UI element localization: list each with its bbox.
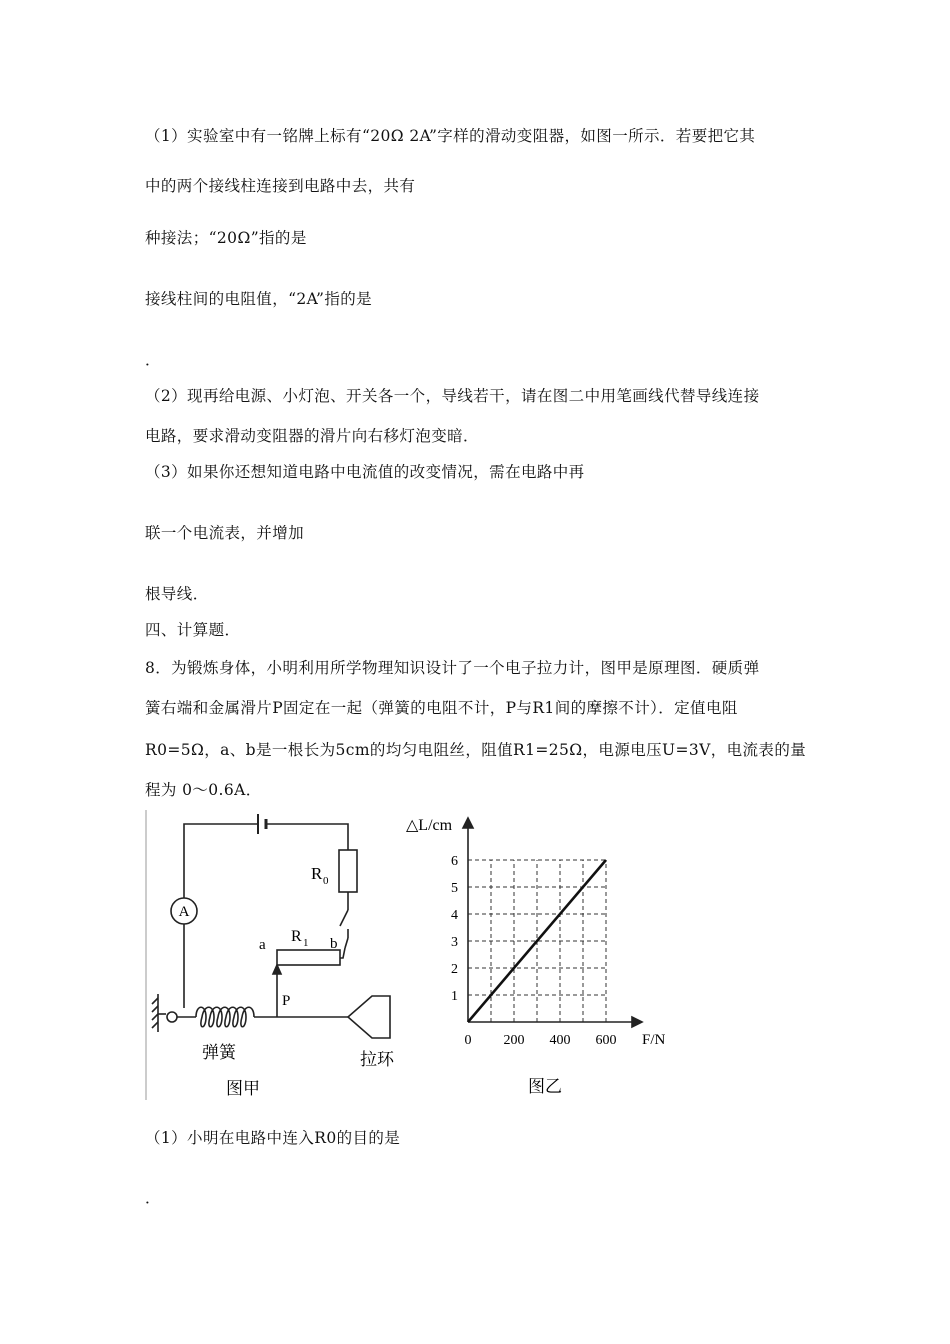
q8-sub1-line1: （1）小明在电路中连入R0的目的是 [145, 1129, 401, 1147]
x-tick-label: 0 [464, 1033, 472, 1048]
r0-label: R [311, 864, 323, 883]
q7-part2-line1: （2）现再给电源、小灯泡、开关各一个，导线若干，请在图二中用笔画线代替导线连接 [145, 387, 760, 405]
figure-jia-caption: 图甲 [226, 1079, 260, 1098]
q7-part3-line2: 联一个电流表，并增加 [145, 524, 305, 542]
q7-part3-line1: （3）如果你还想知道电路中电流值的改变情况，需在电路中再 [145, 463, 585, 481]
x-tick-label: 400 [549, 1033, 571, 1048]
ammeter-label: A [178, 904, 190, 920]
q8-line2: 簧右端和金属滑片P固定在一起（弹簧的电阻不计，P与R1间的摩擦不计）．定值电阻 [145, 699, 738, 717]
q7-part1-line3: 种接法；“20Ω”指的是 [145, 229, 307, 247]
figure-jia-circuit [140, 810, 430, 1110]
r1-subscript: 1 [303, 937, 309, 949]
y-tick-label: 4 [451, 908, 458, 923]
label-b: b [330, 936, 338, 952]
section-heading: 四、计算题． [145, 621, 241, 639]
x-axis-label: F/N [642, 1032, 666, 1048]
figure-yi-caption: 图乙 [528, 1077, 562, 1096]
y-tick-label: 2 [451, 962, 458, 977]
label-a: a [259, 937, 266, 953]
y-axis-label: △L/cm [406, 817, 453, 834]
r0-subscript: 0 [323, 875, 329, 887]
q7-part3-line3: 根导线． [145, 585, 209, 603]
y-tick-label: 3 [451, 935, 458, 950]
r1-label: R [291, 928, 302, 945]
spring-label: 弹簧 [202, 1043, 236, 1062]
y-tick-label: 1 [451, 989, 458, 1004]
x-axis-arrow [632, 1017, 642, 1027]
q7-part2-line2: 电路，要求滑动变阻器的滑片向右移灯泡变暗． [145, 427, 479, 445]
y-axis-arrow [463, 818, 473, 828]
q7-part1-line4: 接线柱间的电阻值，“2A”指的是 [145, 290, 373, 308]
q7-part1-line2: 中的两个接线柱连接到电路中去，共有 [145, 177, 416, 195]
q8-line4: 程为 0～0.6A． [145, 781, 262, 799]
q7-part1-line5: ． [145, 351, 161, 369]
y-tick-label: 5 [451, 881, 458, 896]
figure-yi-chart [400, 810, 690, 1110]
q8-line1: 8．为锻炼身体，小明利用所学物理知识设计了一个电子拉力计，图甲是原理图．硬质弹 [145, 659, 760, 677]
q8-sub1-line2: ． [145, 1189, 161, 1207]
ring-label: 拉环 [360, 1050, 394, 1069]
x-tick-label: 600 [595, 1033, 617, 1048]
q8-line3: R0=5Ω，a、b是一根长为5cm的均匀电阻丝，阻值R1=25Ω，电源电压U=3V，电流表的量 [145, 741, 807, 759]
y-tick-label: 6 [451, 854, 458, 869]
x-tick-label: 200 [503, 1033, 525, 1048]
label-p: P [282, 993, 291, 1009]
q7-part1-line1: （1）实验室中有一铭牌上标有“20Ω 2A”字样的滑动变阻器，如图一所示．若要把它其 [145, 127, 756, 145]
